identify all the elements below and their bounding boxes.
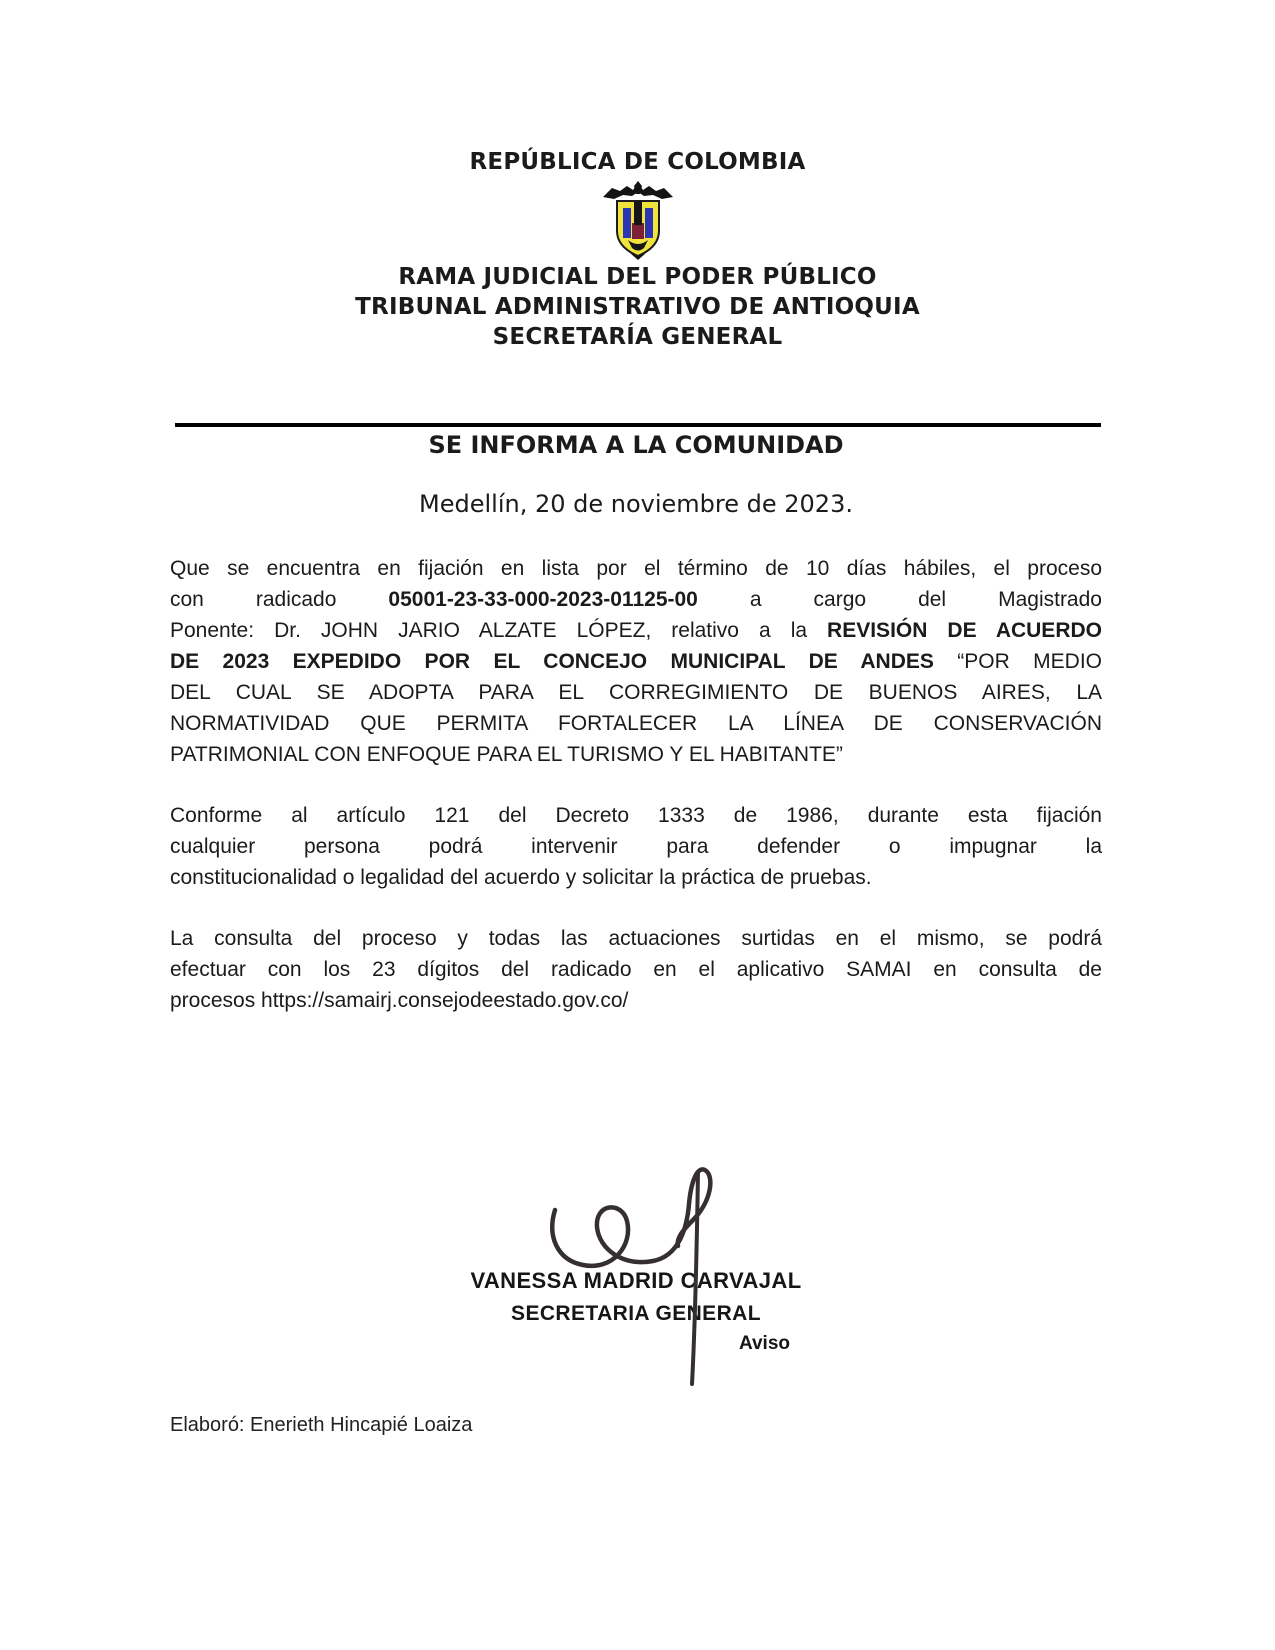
paragraph-line xyxy=(170,862,1102,893)
horizontal-divider xyxy=(175,423,1101,427)
signer-name: VANESSA MADRID CARVAJAL xyxy=(470,1268,802,1293)
elaborated-by-line: Elaboró: Enerieth Hincapié Loaiza xyxy=(170,1414,473,1436)
dateline: Medellín, 20 de noviembre de 2023. xyxy=(419,490,853,518)
text-segment: efectuar con los 23 dígitos del radicado en el aplicativo SAMAI en consulta de xyxy=(170,958,1102,981)
bold-text-segment: 05001-23-33-000-2023-01125-00 xyxy=(388,588,698,611)
body-paragraphs xyxy=(170,553,1102,1016)
text-segment: cualquier persona podrá intervenir para defender o impugnar la xyxy=(170,835,1102,858)
paragraph-line xyxy=(170,584,1102,615)
text-segment: Conforme al artículo 121 del Decreto 1333 de 1986, durante esta fijación xyxy=(170,804,1102,827)
paragraph-line xyxy=(170,985,1102,1016)
paragraph xyxy=(170,800,1102,893)
text-segment: NORMATIVIDAD QUE PERMITA FORTALECER LA LÍNEA DE CONSERVACIÓN xyxy=(170,712,1102,735)
text-segment: a cargo del Magistrado xyxy=(697,588,1102,611)
aviso-label: Aviso xyxy=(738,1333,790,1354)
signer-role: SECRETARIA GENERAL xyxy=(511,1302,761,1325)
signature-block xyxy=(170,1268,1102,1355)
text-segment: Que se encuentra en fijación en lista por el término de 10 días hábiles, el proceso xyxy=(170,557,1102,580)
paragraph-line xyxy=(170,615,1102,646)
court-header xyxy=(0,262,1275,352)
text-segment: Ponente: Dr. JOHN JARIO ALZATE LÓPEZ, relativo a la xyxy=(170,619,828,642)
paragraph-line xyxy=(170,646,1102,677)
text-segment: con radicado xyxy=(170,588,389,611)
text-segment: “POR MEDIO xyxy=(957,650,1102,673)
secretaria-line: SECRETARÍA GENERAL xyxy=(492,324,783,350)
text-segment: DEL CUAL SE ADOPTA PARA EL CORREGIMIENTO DE BUENOS AIRES, LA xyxy=(170,681,1102,704)
text-segment: PATRIMONIAL CON ENFOQUE PARA EL TURISMO Y EL HABITANTE” xyxy=(170,743,843,766)
paragraph xyxy=(170,923,1102,1016)
text-segment: constitucionalidad o legalidad del acuerdo y solicitar la práctica de pruebas. xyxy=(170,866,872,889)
notice-title: SE INFORMA A LA COMUNIDAD xyxy=(428,431,844,459)
republic-title: REPÚBLICA DE COLOMBIA xyxy=(469,149,806,175)
paragraph-line xyxy=(170,954,1102,985)
text-segment: procesos https://samairj.consejodeestado.gov.co/ xyxy=(170,989,629,1012)
paragraph-line xyxy=(170,553,1102,584)
paragraph xyxy=(170,553,1102,770)
paragraph-line xyxy=(170,739,1102,770)
paragraph-line xyxy=(170,923,1102,954)
bold-text-segment: DE 2023 EXPEDIDO POR EL CONCEJO MUNICIPAL DE ANDES xyxy=(170,650,958,673)
paragraph-line xyxy=(170,800,1102,831)
paragraph-line xyxy=(170,831,1102,862)
text-segment: La consulta del proceso y todas las actuaciones surtidas en el mismo, se podrá xyxy=(170,927,1102,950)
judicial-branch-line: RAMA JUDICIAL DEL PODER PÚBLICO xyxy=(398,264,877,290)
colombia-coat-of-arms-icon xyxy=(600,180,676,260)
paragraph-line xyxy=(170,677,1102,708)
tribunal-line: TRIBUNAL ADMINISTRATIVO DE ANTIOQUIA xyxy=(355,294,920,320)
paragraph-line xyxy=(170,708,1102,739)
bold-text-segment: REVISIÓN DE ACUERDO xyxy=(827,619,1102,642)
